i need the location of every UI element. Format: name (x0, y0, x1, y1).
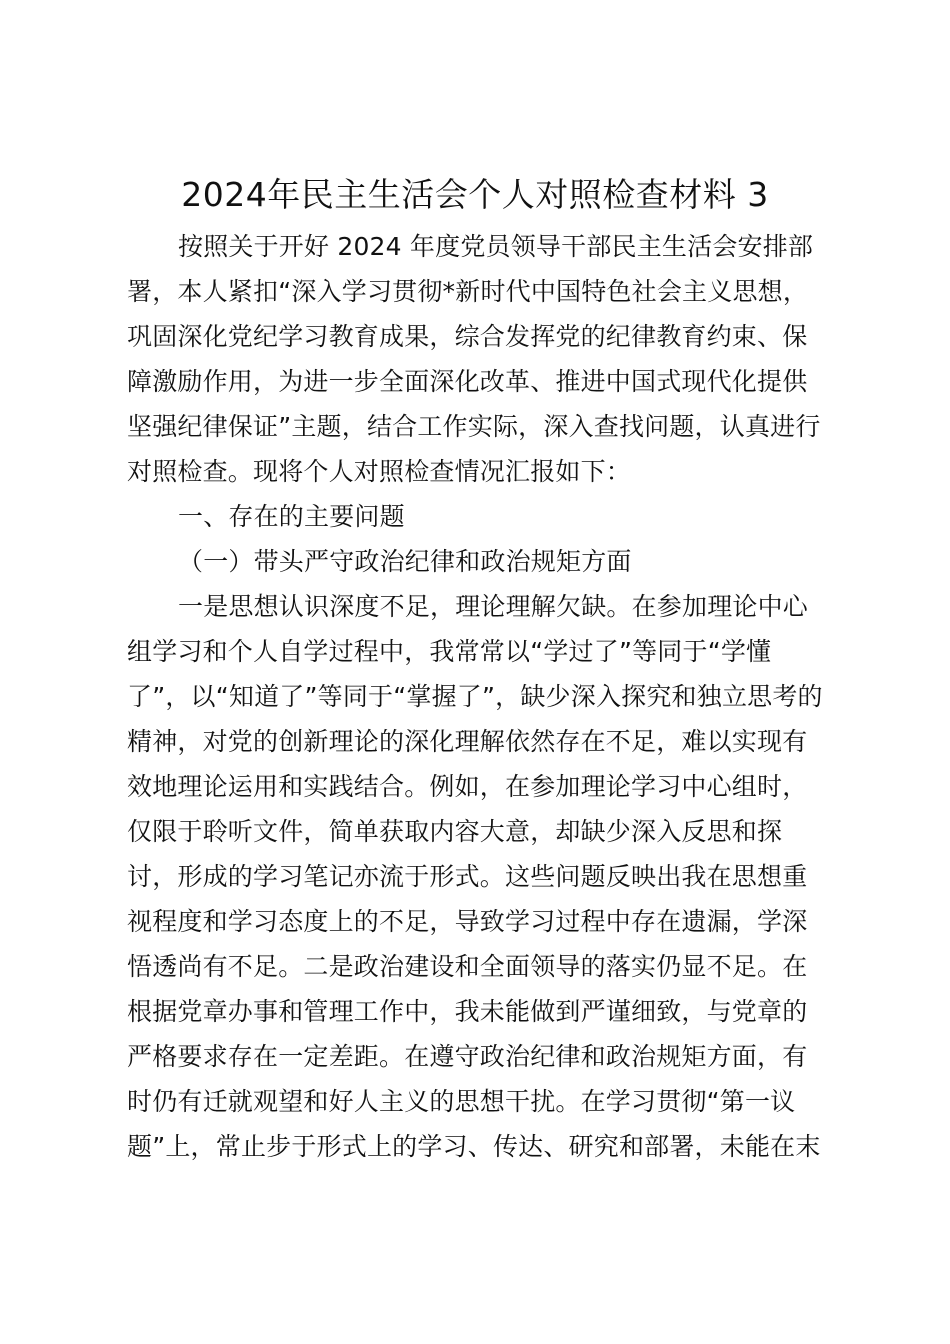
paragraph-line: 一是思想认识深度不足，理论理解欠缺。在参加理论中心 (178, 592, 809, 621)
paragraph-line: 题”上，常止步于形式上的学习、传达、研究和部署，未能在末 (127, 1132, 821, 1161)
paragraph-line: 署，本人紧扣“深入学习贯彻*新时代中国特色社会主义思想， (127, 277, 809, 306)
paragraph-line: 精神，对党的创新理论的深化理解依然存在不足，难以实现有 (127, 727, 808, 756)
section-heading: 一、存在的主要问题 (178, 502, 405, 531)
subsection-heading: （一）带头严守政治纪律和政治规矩方面 (178, 547, 632, 576)
paragraph-line: 障激励作用，为进一步全面深化改革、推进中国式现代化提供 (127, 367, 808, 396)
paragraph-line: 仅限于聆听文件，简单获取内容大意，却缺少深入反思和探 (127, 817, 783, 846)
paragraph-line: 悟透尚有不足。二是政治建设和全面领导的落实仍显不足。在 (127, 952, 808, 981)
paragraph-line: 对照检查。现将个人对照检查情况汇报如下： (127, 457, 632, 486)
paragraph-line: 严格要求存在一定差距。在遵守政治纪律和政治规矩方面，有 (127, 1042, 808, 1071)
paragraph-line: 时仍有迁就观望和好人主义的思想干扰。在学习贯彻“第一议 (127, 1087, 796, 1116)
paragraph-line: 按照关于开好 2024 年度党员领导干部民主生活会安排部 (178, 232, 814, 261)
paragraph-line: 组学习和个人自学过程中，我常常以“学过了”等同于“学懂 (127, 637, 772, 666)
paragraph-line: 根据党章办事和管理工作中，我未能做到严谨细致，与党章的 (127, 997, 808, 1026)
paragraph-line: 坚强纪律保证”主题，结合工作实际，深入查找问题，认真进行 (127, 412, 821, 441)
paragraph-line: 效地理论运用和实践结合。例如，在参加理论学习中心组时， (127, 772, 808, 801)
paragraph-line: 讨，形成的学习笔记亦流于形式。这些问题反映出我在思想重 (127, 862, 808, 891)
paragraph-line: 视程度和学习态度上的不足，导致学习过程中存在遗漏，学深 (127, 907, 808, 936)
paragraph-line: 了”，以“知道了”等同于“掌握了”，缺少深入探究和独立思考的 (127, 682, 823, 711)
document-title: 2024年民主生活会个人对照检查材料 3 (181, 175, 769, 214)
paragraph-line: 巩固深化党纪学习教育成果，综合发挥党的纪律教育约束、保 (127, 322, 808, 351)
